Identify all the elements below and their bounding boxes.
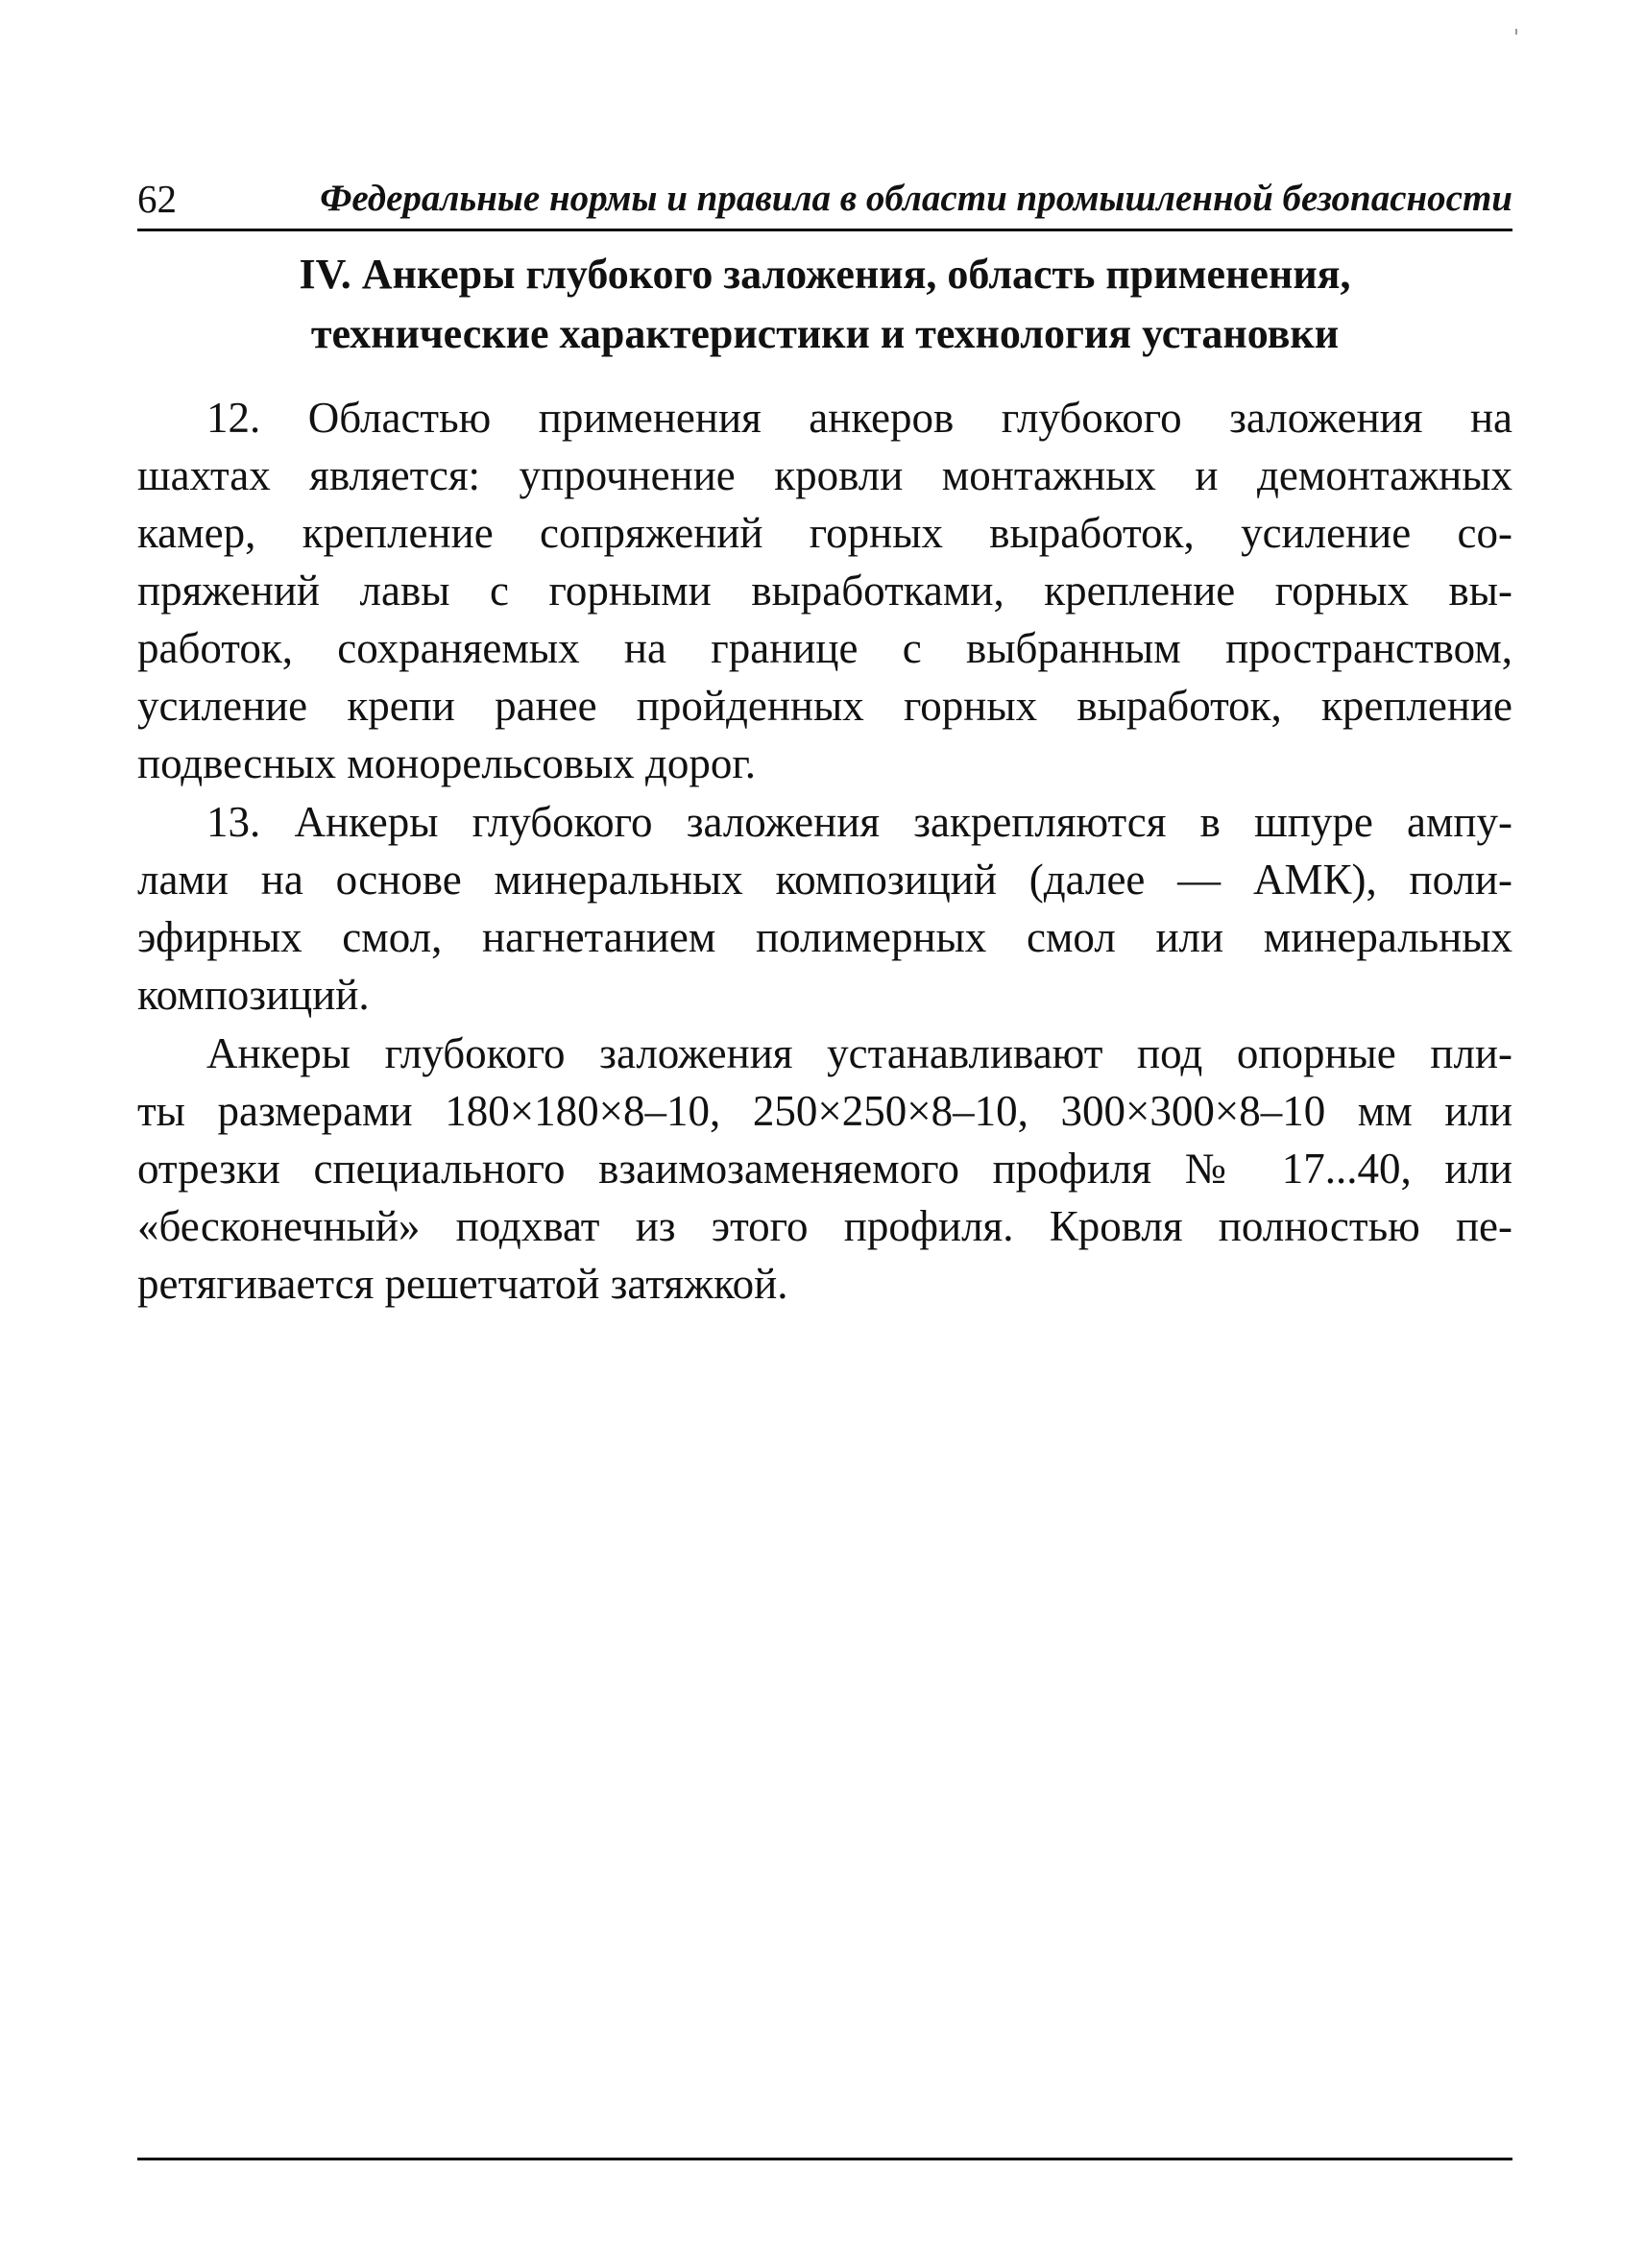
text-line: пряжений лавы с горными выработками, крепление горных вы- <box>137 567 1512 615</box>
text-line: «бесконечный» подхват из этого профиля. Кровля полностью пе- <box>137 1202 1512 1250</box>
text-line: камер, крепление сопряжений горных выработок, усиление со- <box>137 509 1512 557</box>
text-line: 12. Областью применения анкеров глубокого заложения на <box>206 394 1512 442</box>
text-line: ретягивается решетчатой затяжкой. <box>137 1260 788 1308</box>
running-header <box>137 171 1512 231</box>
scan-speck <box>1515 29 1517 35</box>
text-line: лами на основе минеральных композиций (далее — АМК), поли- <box>137 856 1512 904</box>
text-line: работок, сохраняемых на границе с выбранным пространством, <box>137 624 1512 672</box>
text-line: шахтах является: упрочнение кровли монтажных и демонтажных <box>137 451 1512 499</box>
page-number: 62 <box>137 177 177 221</box>
section-heading <box>137 245 1512 364</box>
paragraph-anchor-plates <box>137 1025 1512 1313</box>
body-text <box>137 389 1512 1314</box>
text-line: подвесных монорельсовых дорог. <box>137 739 757 787</box>
section-heading-line: технические характеристики и технология установки <box>310 310 1340 357</box>
footer-rule <box>137 2158 1512 2160</box>
paragraph-12 <box>137 389 1512 792</box>
running-title: Федеральные нормы и правила в области промышленной безопасности <box>320 178 1512 219</box>
paragraph-13 <box>137 793 1512 1024</box>
text-line: композиций. <box>137 971 370 1019</box>
section-heading-line: IV. Анкеры глубокого заложения, область применения, <box>299 251 1351 298</box>
text-line: ты размерами 180×180×8–10, 250×250×8–10, 300×300×8–10 мм или <box>137 1087 1512 1135</box>
text-line: эфирных смол, нагнетанием полимерных смол или минеральных <box>137 913 1512 961</box>
text-line: усиление крепи ранее пройденных горных выработок, крепление <box>137 682 1512 730</box>
text-line: 13. Анкеры глубокого заложения закрепляются в шпуре ампу- <box>206 798 1512 846</box>
text-line: Анкеры глубокого заложения устанавливают под опорные пли- <box>206 1029 1512 1077</box>
text-line: отрезки специального взаимозаменяемого профиля № 17...40, или <box>137 1145 1512 1193</box>
